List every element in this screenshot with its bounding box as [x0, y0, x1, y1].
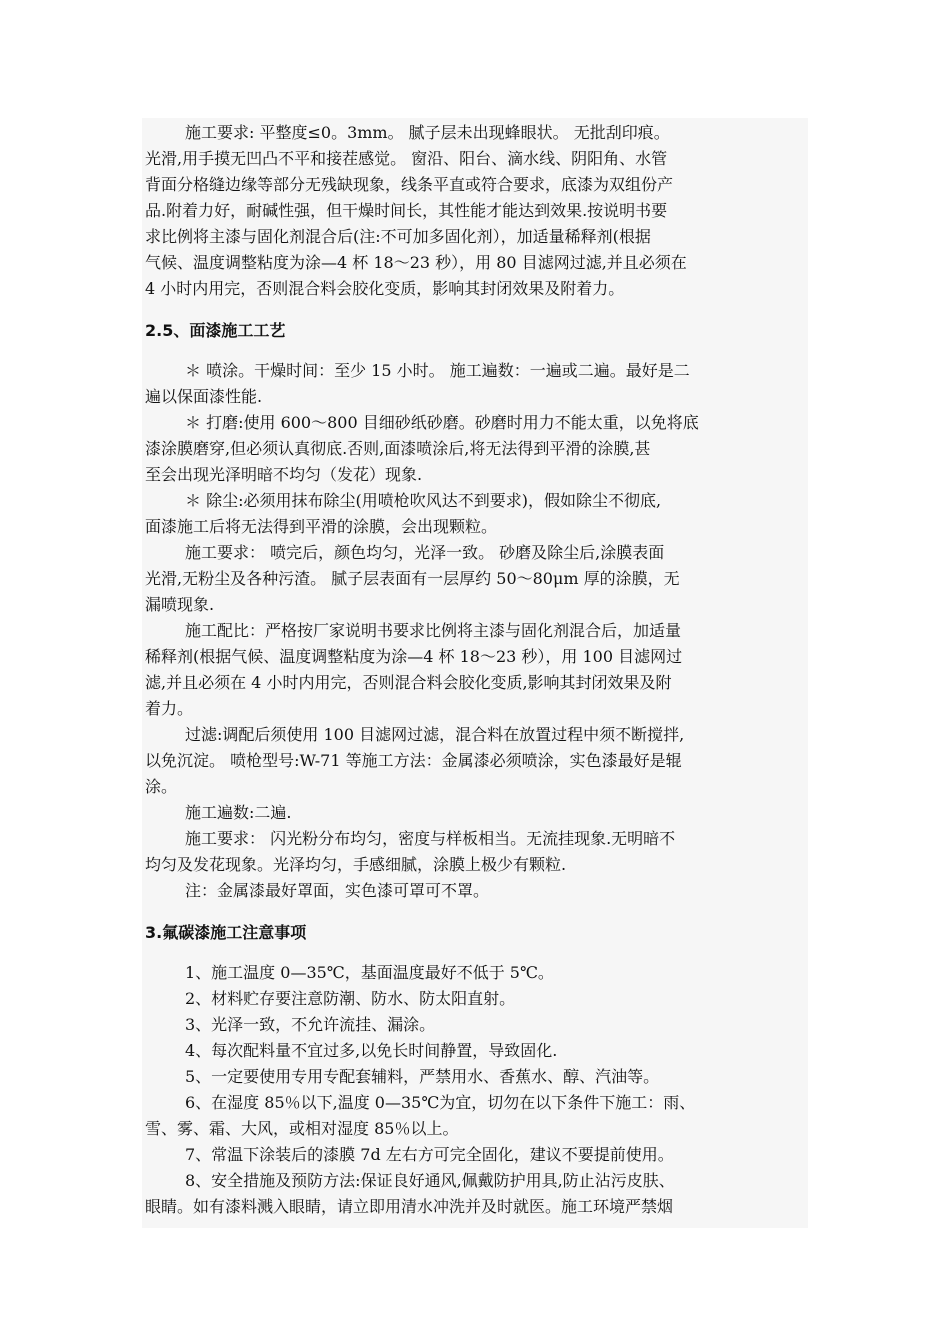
text-line: 光滑,无粉尘及各种污渣。 腻子层表面有一层厚约 50～80μm 厚的涂膜，无: [145, 569, 680, 588]
text-line: 漏喷现象.: [145, 595, 215, 614]
text-line: 7、常温下涂装后的漆膜 7d 左右方可完全固化，建议不要提前使用。: [185, 1145, 674, 1164]
paragraph: [145, 1038, 807, 1064]
text-line: 2、材料贮存要注意防潮、防水、防太阳直射。: [185, 989, 516, 1008]
document-body: [145, 120, 807, 1220]
text-line: 4 小时内用完，否则混合料会胶化变质，影响其封闭效果及附着力。: [145, 279, 625, 298]
text-line: 面漆施工后将无法得到平滑的涂膜，会出现颗粒。: [145, 517, 498, 536]
text-line: 以免沉淀。 喷枪型号:W-71 等施工方法：金属漆必须喷涂，实色漆最好是辊: [145, 751, 682, 770]
paragraph: [145, 1012, 807, 1038]
paragraph: [145, 986, 807, 1012]
text-line: 8、安全措施及预防方法:保证良好通风,佩戴防护用具,防止沾污皮肤、: [185, 1171, 675, 1190]
text-line: ＊ 打磨:使用 600～800 目细砂纸砂磨。砂磨时用力不能太重，以免将底: [185, 413, 699, 432]
text-line: 1、施工温度 0—35℃，基面温度最好不低于 5℃。: [185, 963, 554, 982]
text-line: 气候、温度调整粘度为涂—4 杯 18～23 秒），用 80 目滤网过滤,并且必须在: [145, 253, 687, 272]
paragraph: [145, 1064, 807, 1090]
paragraph: [145, 960, 807, 986]
paragraph: [145, 410, 807, 488]
paragraph: [145, 722, 807, 800]
paragraph: [145, 826, 807, 878]
paragraph: [145, 1168, 807, 1220]
text-line: 品.附着力好，耐碱性强，但干燥时间长，其性能才能达到效果.按说明书要: [145, 201, 668, 220]
paragraph: [145, 1142, 807, 1168]
text-line: 3、光泽一致，不允许流挂、漏涂。: [185, 1015, 436, 1034]
text-line: 施工要求: 平整度≤0。3mm。 腻子层未出现蜂眼状。 无批刮印痕。: [185, 123, 670, 142]
paragraph: [145, 618, 807, 722]
text-line: 稀释剂(根据气候、温度调整粘度为涂—4 杯 18～23 秒），用 100 目滤网过: [145, 647, 683, 666]
text-line: 漆涂膜磨穿,但必须认真彻底.否则,面漆喷涂后,将无法得到平滑的涂膜,甚: [145, 439, 651, 458]
text-line: 施工要求： 喷完后，颜色均匀，光泽一致。 砂磨及除尘后,涂膜表面: [185, 543, 665, 562]
paragraph: [145, 120, 807, 302]
text-line: 滤,并且必须在 4 小时内用完，否则混合料会胶化变质,影响其封闭效果及附: [145, 673, 672, 692]
paragraph: [145, 488, 807, 540]
paragraph: [145, 878, 807, 904]
text-line: 求比例将主漆与固化剂混合后(注:不可加多固化剂），加适量稀释剂(根据: [145, 227, 651, 246]
paragraph: [145, 800, 807, 826]
text-line: 施工遍数:二遍.: [185, 803, 292, 822]
text-line: 涂。: [145, 777, 178, 796]
text-line: 施工要求： 闪光粉分布均匀，密度与样板相当。无流挂现象.无明暗不: [185, 829, 676, 848]
text-line: 雪、雾、霜、大风，或相对湿度 85％以上。: [145, 1119, 459, 1138]
text-line: 6、在湿度 85％以下,温度 0—35℃为宜，切勿在以下条件下施工：雨、: [185, 1093, 696, 1112]
text-line: 4、每次配料量不宜过多,以免长时间静置，导致固化.: [185, 1041, 558, 1060]
paragraph: [145, 540, 807, 618]
text-line: 5、一定要使用专用专配套辅料，严禁用水、香蕉水、醇、汽油等。: [185, 1067, 660, 1086]
text-line: 背面分格缝边缘等部分无残缺现象，线条平直或符合要求，底漆为双组份产: [145, 175, 674, 194]
text-line: 着力。: [145, 699, 194, 718]
section-heading: 2.5、面漆施工工艺: [145, 321, 286, 340]
paragraph: [145, 358, 807, 410]
text-line: 眼睛。如有漆料溅入眼睛，请立即用清水冲洗并及时就医。施工环境严禁烟: [145, 1197, 674, 1216]
text-line: 均匀及发花现象。光泽均匀，手感细腻，涂膜上极少有颗粒.: [145, 855, 567, 874]
text-line: ＊ 喷涂。干燥时间：至少 15 小时。 施工遍数：一遍或二遍。最好是二: [185, 361, 690, 380]
text-line: 遍以保面漆性能.: [145, 387, 263, 406]
text-line: 光滑,用手摸无凹凸不平和接茬感觉。 窗沿、阳台、滴水线、阴阳角、水管: [145, 149, 668, 168]
section-heading: 3.氟碳漆施工注意事项: [145, 923, 307, 942]
text-line: ＊ 除尘:必须用抹布除尘(用喷枪吹风达不到要求)，假如除尘不彻底,: [185, 491, 662, 510]
text-line: 至会出现光泽明暗不均匀（发花）现象.: [145, 465, 423, 484]
text-line: 施工配比：严格按厂家说明书要求比例将主漆与固化剂混合后，加适量: [185, 621, 682, 640]
text-line: 注：金属漆最好罩面，实色漆可罩可不罩。: [185, 881, 490, 900]
text-line: 过滤:调配后须使用 100 目滤网过滤，混合料在放置过程中须不断搅拌,: [185, 725, 685, 744]
paragraph: [145, 1090, 807, 1142]
